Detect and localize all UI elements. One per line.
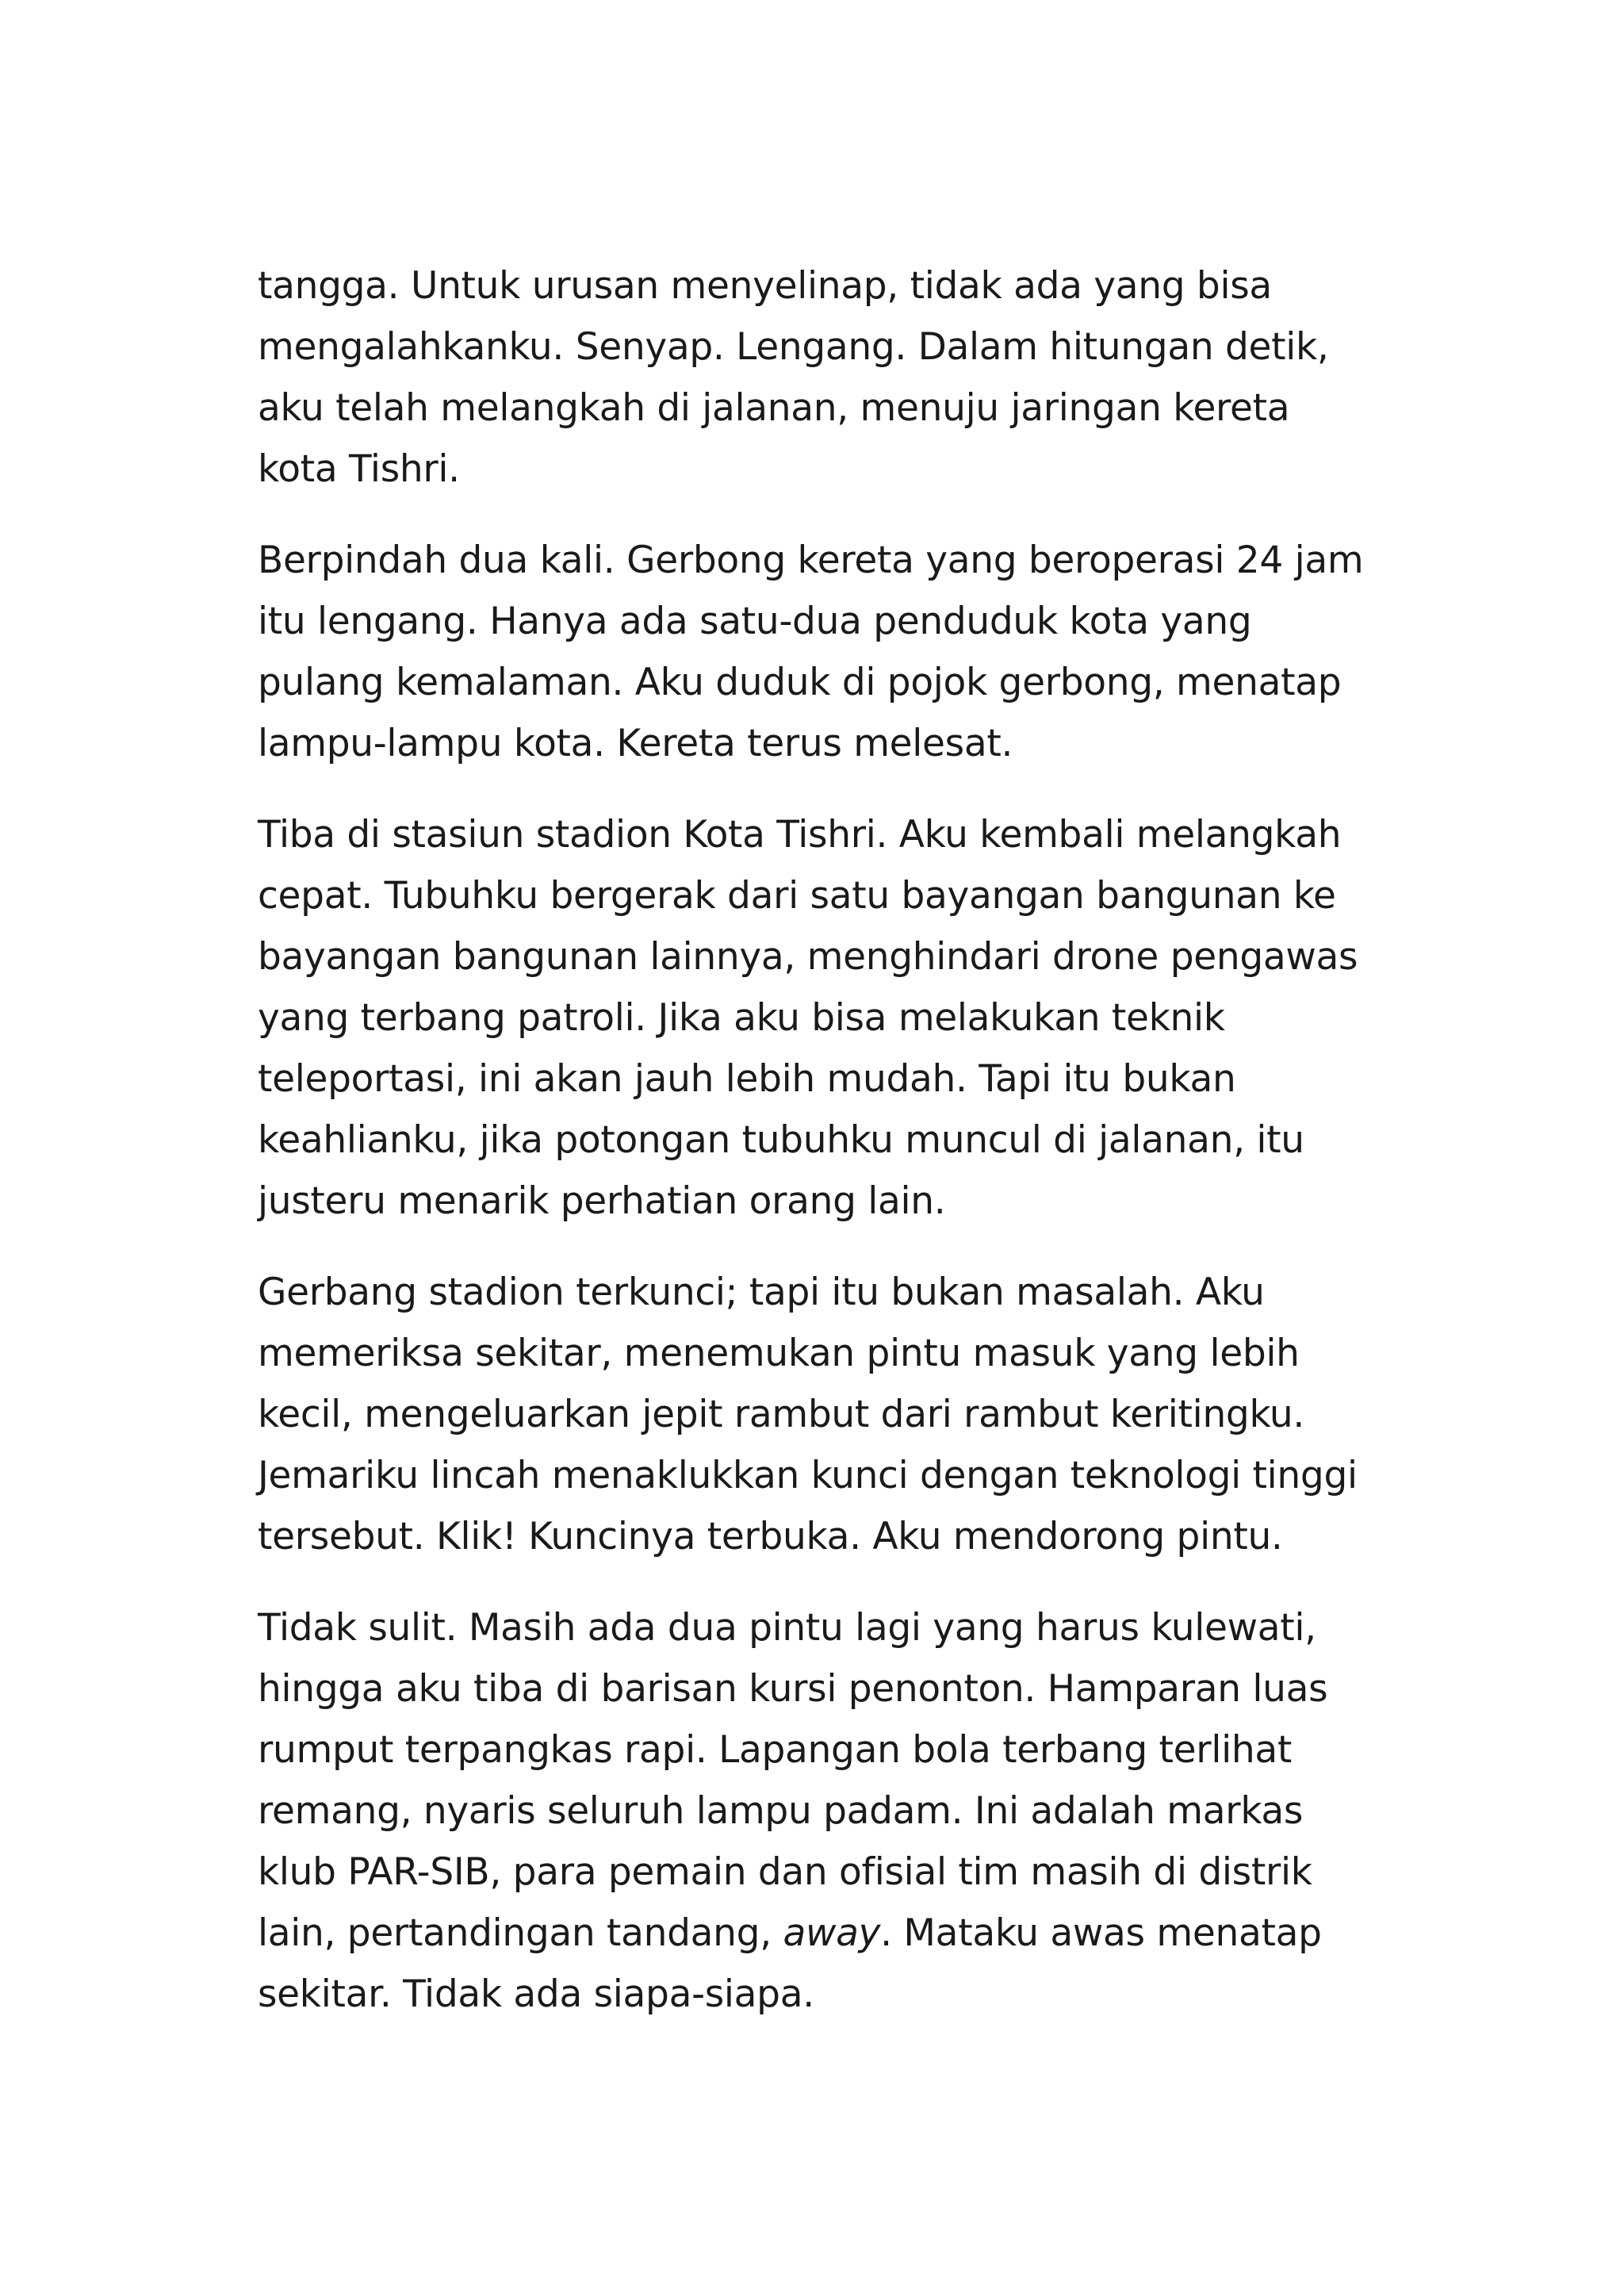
paragraph-3 bbox=[258, 804, 1400, 1232]
text-line: remang, nyaris seluruh lampu padam. Ini adalah markas bbox=[258, 1789, 1304, 1833]
text-line: aku telah melangkah di jalanan, menuju jaringan kereta bbox=[258, 386, 1290, 430]
text-line: cepat. Tubuhku bergerak dari satu bayangan bangunan ke bbox=[258, 874, 1336, 918]
text-line: mengalahkanku. Senyap. Lengang. Dalam hitungan detik, bbox=[258, 325, 1329, 369]
italic-word: away bbox=[783, 1911, 881, 1955]
text-line: bayangan bangunan lainnya, menghindari drone pengawas bbox=[258, 935, 1358, 979]
text-line: tangga. Untuk urusan menyelinap, tidak ada yang bisa bbox=[258, 264, 1272, 308]
text-line bbox=[258, 1903, 1400, 1964]
text-line: yang terbang patroli. Jika aku bisa melakukan teknik bbox=[258, 996, 1225, 1040]
text-line: rumput terpangkas rapi. Lapangan bola terbang terlihat bbox=[258, 1728, 1292, 1772]
body-text bbox=[258, 255, 1400, 2055]
text-line: lampu-lampu kota. Kereta terus melesat. bbox=[258, 722, 1013, 765]
text-line: sekitar. Tidak ada siapa-siapa. bbox=[258, 1972, 814, 2016]
text-line: hingga aku tiba di barisan kursi penonton. Hamparan luas bbox=[258, 1667, 1328, 1711]
text-segment: lain, pertandingan tandang, bbox=[258, 1911, 783, 1955]
paragraph-1 bbox=[258, 255, 1400, 500]
text-line: justeru menarik perhatian orang lain. bbox=[258, 1179, 946, 1223]
paragraph-5 bbox=[258, 1597, 1400, 2025]
text-line: Tidak sulit. Masih ada dua pintu lagi yang harus kulewati, bbox=[258, 1606, 1316, 1650]
text-line: Berpindah dua kali. Gerbong kereta yang beroperasi 24 jam bbox=[258, 539, 1364, 582]
text-line: Gerbang stadion terkunci; tapi itu bukan masalah. Aku bbox=[258, 1271, 1265, 1314]
text-line: Jemariku lincah menaklukkan kunci dengan teknologi tinggi bbox=[258, 1454, 1358, 1497]
text-segment: . Mataku awas menatap bbox=[880, 1911, 1322, 1955]
text-line: tersebut. Klik! Kuncinya terbuka. Aku mendorong pintu. bbox=[258, 1515, 1283, 1558]
text-line: pulang kemalaman. Aku duduk di pojok gerbong, menatap bbox=[258, 661, 1342, 704]
text-line: keahlianku, jika potongan tubuhku muncul di jalanan, itu bbox=[258, 1118, 1304, 1162]
text-line: Tiba di stasiun stadion Kota Tishri. Aku kembali melangkah bbox=[258, 813, 1342, 857]
text-line: itu lengang. Hanya ada satu-dua penduduk kota yang bbox=[258, 600, 1252, 643]
text-line: memeriksa sekitar, menemukan pintu masuk yang lebih bbox=[258, 1332, 1300, 1375]
text-line: kecil, mengeluarkan jepit rambut dari rambut keritingku. bbox=[258, 1393, 1305, 1436]
paragraph-4 bbox=[258, 1262, 1400, 1567]
text-line: teleportasi, ini akan jauh lebih mudah. Tapi itu bukan bbox=[258, 1057, 1236, 1101]
text-line: klub PAR-SIB, para pemain dan ofisial tim masih di distrik bbox=[258, 1850, 1312, 1894]
text-line: kota Tishri. bbox=[258, 447, 460, 491]
paragraph-2 bbox=[258, 530, 1400, 774]
